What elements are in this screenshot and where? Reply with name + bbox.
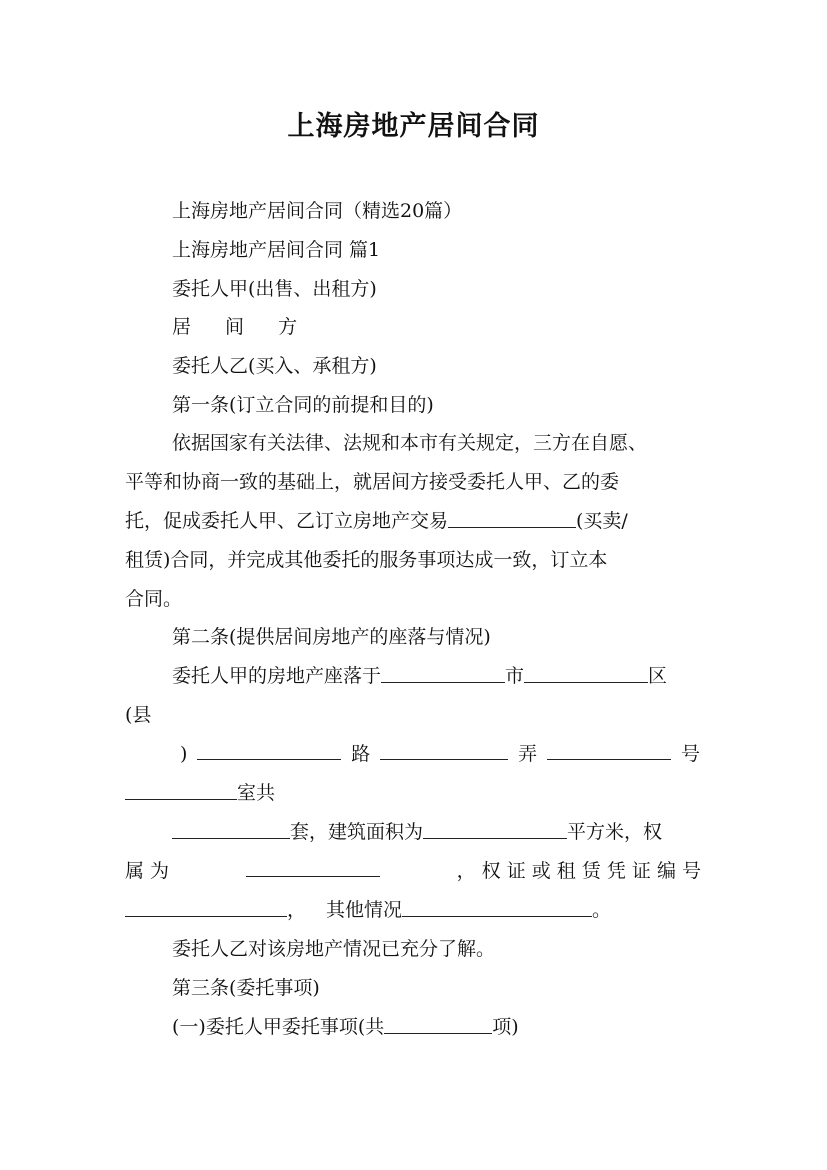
party-a-line: 委托人甲(出售、出租方)	[172, 278, 377, 300]
area-text: 套，建筑面积为	[290, 821, 424, 843]
document-title: 上海房地产居间合同	[287, 111, 540, 142]
broker-line: 居 间 方	[172, 316, 312, 338]
city-label: 市	[505, 665, 525, 687]
district-label: 区	[648, 665, 668, 687]
ownership-label: 属 为	[125, 860, 170, 882]
road-label: 路	[351, 743, 371, 765]
road-blank[interactable]	[197, 758, 341, 760]
period: 。	[592, 899, 612, 921]
units-blank[interactable]	[172, 837, 290, 839]
paragraph-line: 依据国家有关法律、法规和本市有关规定，三方在自愿、	[172, 432, 648, 454]
paragraph-line: 租赁)合同，并完成其他委托的服务事项达成一致，订立本	[125, 549, 608, 571]
number-blank[interactable]	[547, 758, 671, 760]
other-info-line	[125, 901, 611, 920]
other-label: 其他情况	[326, 899, 403, 921]
ownership-blank[interactable]	[246, 875, 380, 877]
party-b-line: 委托人乙(买入、承租方)	[172, 355, 377, 377]
other-blank[interactable]	[402, 915, 592, 917]
paragraph-text: (买卖/	[576, 510, 628, 532]
paragraph-text: 托，促成委托人甲、乙订立房地产交易	[125, 510, 449, 532]
area-blank[interactable]	[423, 837, 567, 839]
article-2-heading: 第二条(提供居间房地产的座落与情况)	[172, 626, 491, 648]
lane-label: 弄	[518, 743, 538, 765]
fill-blank[interactable]	[448, 526, 576, 528]
certificate-blank[interactable]	[125, 915, 287, 917]
delegation-tail: 项)	[492, 1016, 519, 1038]
article-1-heading: 第一条(订立合同的前提和目的)	[172, 394, 434, 416]
delegation-line	[172, 1018, 519, 1037]
certificate-label: ， 权 证 或 租 赁 凭 证 编 号	[456, 860, 701, 882]
location-line	[172, 667, 667, 686]
lane-blank[interactable]	[380, 758, 508, 760]
delegation-text: (一)委托人甲委托事项(共	[172, 1016, 385, 1038]
number-label: 号	[680, 743, 700, 765]
ownership-line	[125, 862, 701, 881]
location-text: 委托人甲的房地产座落于	[172, 665, 382, 687]
paragraph-line	[125, 512, 628, 531]
paragraph-line: 委托人乙对该房地产情况已充分了解。	[172, 938, 496, 960]
county-line: (县	[125, 704, 152, 726]
room-label: 室共	[237, 782, 276, 804]
intro-line: 上海房地产居间合同（精选20篇）	[172, 200, 463, 222]
items-blank[interactable]	[384, 1032, 492, 1034]
address-line	[180, 745, 700, 764]
article-3-heading: 第三条(委托事项)	[172, 977, 320, 999]
paragraph-line: 平等和协商一致的基础上，就居间方接受委托人甲、乙的委	[125, 471, 620, 493]
room-blank[interactable]	[125, 798, 237, 800]
district-blank[interactable]	[524, 681, 648, 683]
paragraph-line: 合同。	[125, 588, 183, 610]
area-line	[172, 823, 662, 842]
room-line	[125, 784, 275, 803]
area-unit: 平方米，权	[567, 821, 663, 843]
section-heading: 上海房地产居间合同 篇1	[172, 239, 381, 261]
city-blank[interactable]	[381, 681, 505, 683]
address-text: )	[180, 743, 188, 765]
comma: ，	[287, 899, 307, 921]
